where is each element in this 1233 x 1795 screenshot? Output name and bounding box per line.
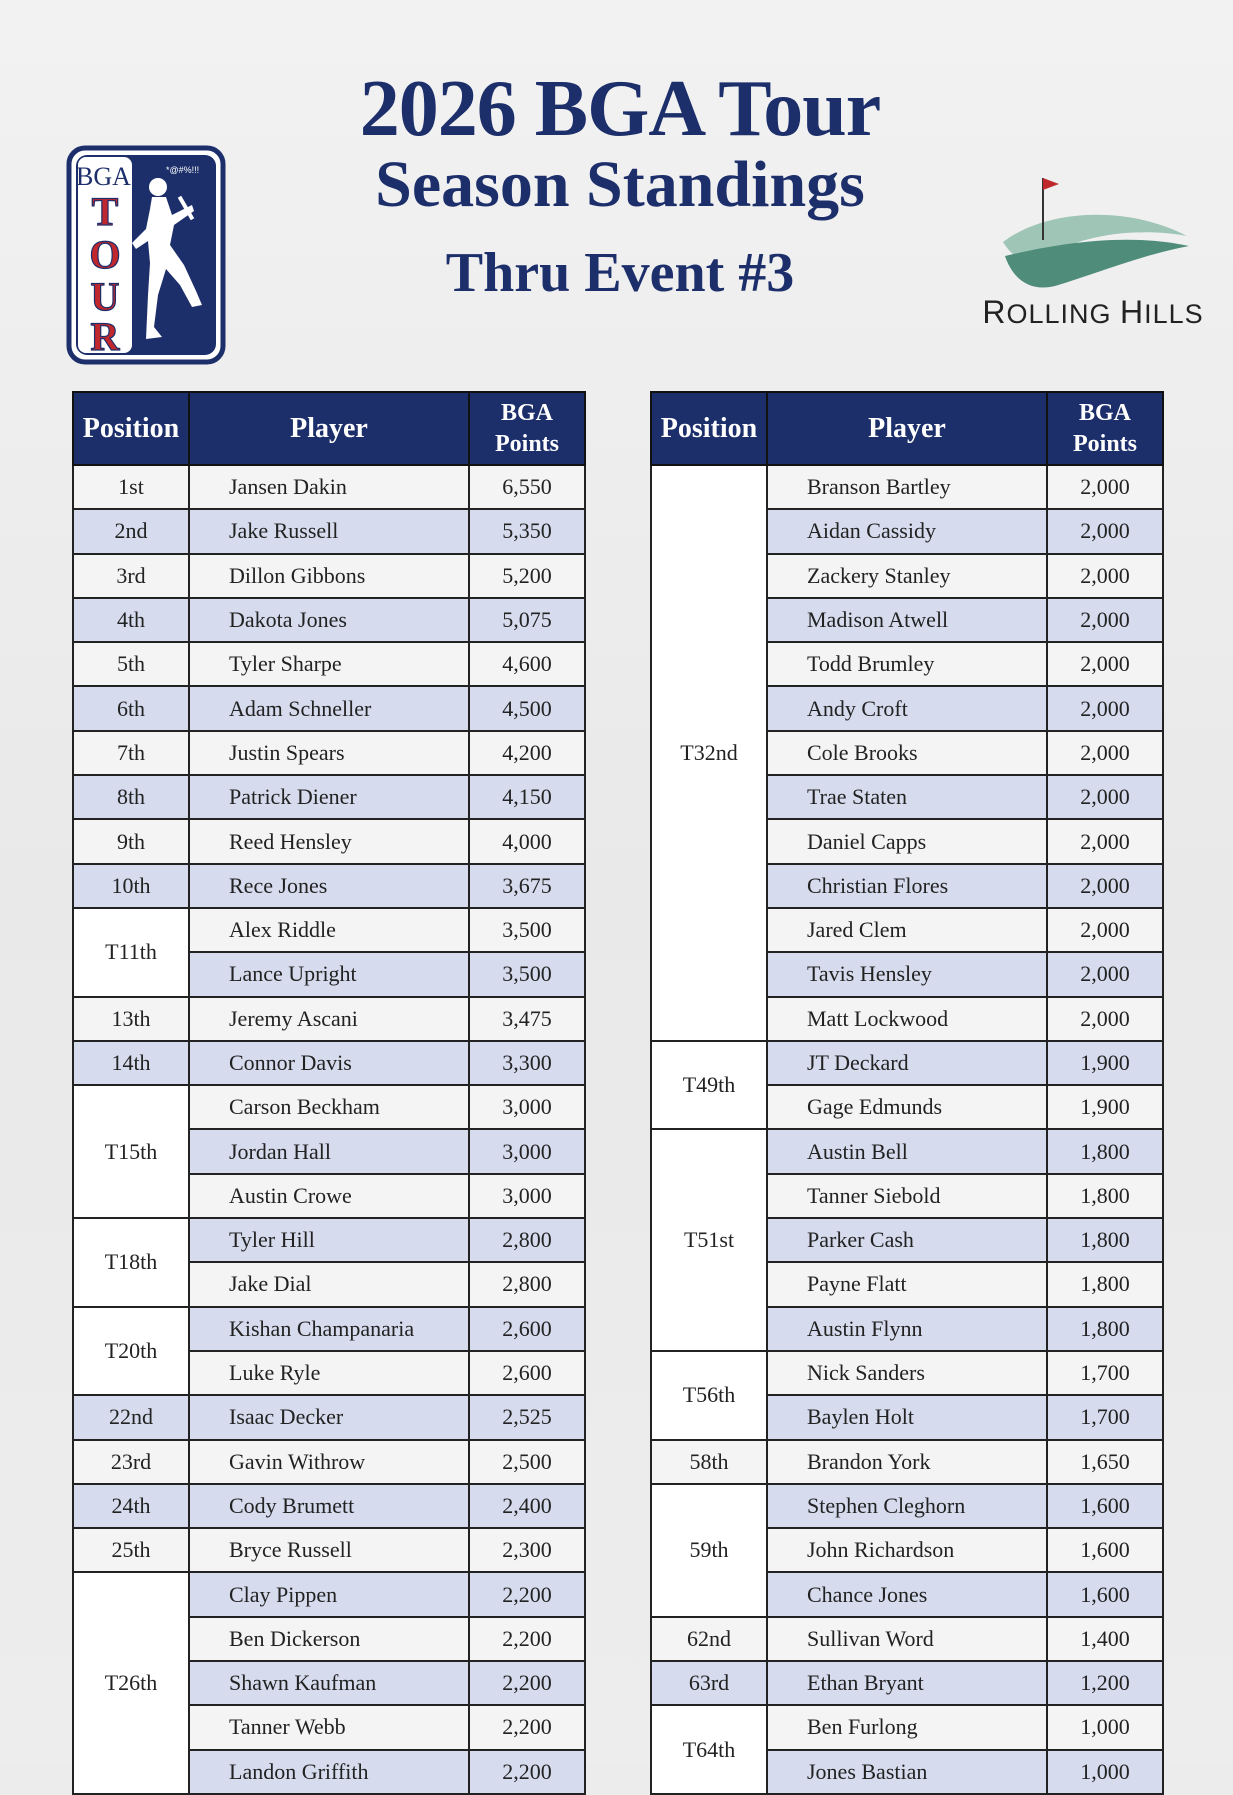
table-row xyxy=(73,1572,585,1616)
player-name-cell: Gage Edmunds xyxy=(767,1085,1047,1129)
player-name-cell: Parker Cash xyxy=(767,1218,1047,1262)
player-name-cell: Chance Jones xyxy=(767,1572,1047,1616)
table-row xyxy=(73,908,585,952)
player-name-cell: Jordan Hall xyxy=(189,1129,469,1173)
position-cell: 9th xyxy=(73,819,189,863)
points-cell: 3,000 xyxy=(469,1129,585,1173)
position-cell: T51st xyxy=(651,1129,767,1350)
points-cell: 1,800 xyxy=(1047,1218,1163,1262)
position-cell: T32nd xyxy=(651,465,767,1041)
table-row xyxy=(73,1528,585,1572)
player-name-cell: Nick Sanders xyxy=(767,1351,1047,1395)
position-cell: 22nd xyxy=(73,1395,189,1439)
header-position: Position xyxy=(651,392,767,465)
player-name-cell: Ben Furlong xyxy=(767,1705,1047,1749)
points-cell: 3,675 xyxy=(469,864,585,908)
position-cell: 1st xyxy=(73,465,189,509)
points-cell: 1,000 xyxy=(1047,1705,1163,1749)
points-cell: 2,600 xyxy=(469,1307,585,1351)
player-name-cell: Tyler Sharpe xyxy=(189,642,469,686)
title-season-standings: Season Standings xyxy=(375,148,865,221)
player-name-cell: John Richardson xyxy=(767,1528,1047,1572)
svg-text:T: T xyxy=(91,189,119,234)
position-cell: 3rd xyxy=(73,554,189,598)
player-name-cell: Connor Davis xyxy=(189,1041,469,1085)
player-name-cell: Zackery Stanley xyxy=(767,554,1047,598)
position-cell: T49th xyxy=(651,1041,767,1130)
points-cell: 1,800 xyxy=(1047,1129,1163,1173)
table-row xyxy=(73,1085,585,1129)
player-name-cell: Payne Flatt xyxy=(767,1262,1047,1306)
svg-text:BGA: BGA xyxy=(76,162,131,191)
position-cell: T11th xyxy=(73,908,189,997)
table-row xyxy=(73,1041,585,1085)
points-cell: 2,800 xyxy=(469,1218,585,1262)
title-year-tour: 2026 BGA Tour xyxy=(359,65,881,153)
points-cell: 3,475 xyxy=(469,997,585,1041)
svg-text:O: O xyxy=(89,232,121,277)
player-name-cell: Sullivan Word xyxy=(767,1617,1047,1661)
points-cell: 4,150 xyxy=(469,775,585,819)
table-row xyxy=(73,642,585,686)
table-row xyxy=(651,1041,1163,1085)
table-row xyxy=(651,1705,1163,1749)
points-cell: 2,200 xyxy=(469,1617,585,1661)
position-cell: 59th xyxy=(651,1484,767,1617)
player-name-cell: Ben Dickerson xyxy=(189,1617,469,1661)
player-name-cell: Matt Lockwood xyxy=(767,997,1047,1041)
player-name-cell: Christian Flores xyxy=(767,864,1047,908)
header-position: Position xyxy=(73,392,189,465)
points-cell: 1,800 xyxy=(1047,1174,1163,1218)
player-name-cell: Tyler Hill xyxy=(189,1218,469,1262)
header-player: Player xyxy=(189,392,469,465)
table-row xyxy=(73,1218,585,1262)
points-cell: 1,600 xyxy=(1047,1572,1163,1616)
points-cell: 1,900 xyxy=(1047,1085,1163,1129)
points-cell: 5,200 xyxy=(469,554,585,598)
points-cell: 1,600 xyxy=(1047,1528,1163,1572)
position-cell: 2nd xyxy=(73,509,189,553)
player-name-cell: Madison Atwell xyxy=(767,598,1047,642)
header-points: BGA Points xyxy=(1047,392,1163,465)
points-cell: 2,000 xyxy=(1047,819,1163,863)
golf-green-flag-icon xyxy=(1003,178,1189,288)
player-name-cell: Cole Brooks xyxy=(767,731,1047,775)
points-cell: 3,000 xyxy=(469,1174,585,1218)
position-cell: 8th xyxy=(73,775,189,819)
points-cell: 1,000 xyxy=(1047,1750,1163,1794)
table-row xyxy=(651,1661,1163,1705)
position-cell: T18th xyxy=(73,1218,189,1307)
player-name-cell: Dillon Gibbons xyxy=(189,554,469,598)
player-name-cell: Adam Schneller xyxy=(189,686,469,730)
standings-table-left xyxy=(72,391,586,1795)
player-name-cell: Rece Jones xyxy=(189,864,469,908)
points-cell: 2,200 xyxy=(469,1750,585,1794)
player-name-cell: Trae Staten xyxy=(767,775,1047,819)
table-header-row xyxy=(651,392,1163,465)
points-cell: 2,000 xyxy=(1047,598,1163,642)
position-cell: T15th xyxy=(73,1085,189,1218)
points-cell: 1,700 xyxy=(1047,1351,1163,1395)
title-thru-event: Thru Event #3 xyxy=(445,242,795,304)
position-cell: 4th xyxy=(73,598,189,642)
table-row xyxy=(73,509,585,553)
player-name-cell: Isaac Decker xyxy=(189,1395,469,1439)
player-name-cell: Landon Griffith xyxy=(189,1750,469,1794)
table-row xyxy=(651,1129,1163,1173)
table-row xyxy=(73,1307,585,1351)
svg-text:R: R xyxy=(90,314,120,359)
table-row xyxy=(73,997,585,1041)
points-cell: 2,000 xyxy=(1047,686,1163,730)
position-cell: T20th xyxy=(73,1307,189,1396)
points-cell: 4,200 xyxy=(469,731,585,775)
points-cell: 2,000 xyxy=(1047,775,1163,819)
player-name-cell: Austin Crowe xyxy=(189,1174,469,1218)
points-cell: 1,400 xyxy=(1047,1617,1163,1661)
table-row xyxy=(651,1484,1163,1528)
table-row xyxy=(651,1351,1163,1395)
header-player: Player xyxy=(767,392,1047,465)
player-name-cell: Baylen Holt xyxy=(767,1395,1047,1439)
player-name-cell: Branson Bartley xyxy=(767,465,1047,509)
position-cell: T64th xyxy=(651,1705,767,1794)
standings-table-right xyxy=(650,391,1164,1795)
svg-text:*@#%!!!: *@#%!!! xyxy=(166,165,200,175)
player-name-cell: Tanner Siebold xyxy=(767,1174,1047,1218)
table-row xyxy=(73,554,585,598)
table-row xyxy=(651,465,1163,509)
table-row xyxy=(73,598,585,642)
points-cell: 2,000 xyxy=(1047,731,1163,775)
player-name-cell: Patrick Diener xyxy=(189,775,469,819)
player-name-cell: Shawn Kaufman xyxy=(189,1661,469,1705)
player-name-cell: Austin Bell xyxy=(767,1129,1047,1173)
points-cell: 4,500 xyxy=(469,686,585,730)
player-name-cell: Jeremy Ascani xyxy=(189,997,469,1041)
points-cell: 3,500 xyxy=(469,908,585,952)
points-cell: 3,300 xyxy=(469,1041,585,1085)
points-cell: 5,350 xyxy=(469,509,585,553)
points-cell: 2,000 xyxy=(1047,908,1163,952)
points-cell: 2,000 xyxy=(1047,554,1163,598)
player-name-cell: Andy Croft xyxy=(767,686,1047,730)
table-row xyxy=(73,1395,585,1439)
player-name-cell: Tavis Hensley xyxy=(767,952,1047,996)
player-name-cell: Reed Hensley xyxy=(189,819,469,863)
table-row xyxy=(73,775,585,819)
points-cell: 6,550 xyxy=(469,465,585,509)
points-cell: 2,000 xyxy=(1047,952,1163,996)
player-name-cell: Kishan Champanaria xyxy=(189,1307,469,1351)
points-cell: 3,500 xyxy=(469,952,585,996)
points-cell: 2,200 xyxy=(469,1572,585,1616)
points-cell: 2,300 xyxy=(469,1528,585,1572)
player-name-cell: Clay Pippen xyxy=(189,1572,469,1616)
position-cell: 5th xyxy=(73,642,189,686)
points-cell: 4,600 xyxy=(469,642,585,686)
points-cell: 1,900 xyxy=(1047,1041,1163,1085)
points-cell: 1,650 xyxy=(1047,1440,1163,1484)
points-cell: 2,000 xyxy=(1047,509,1163,553)
player-name-cell: Ethan Bryant xyxy=(767,1661,1047,1705)
points-cell: 2,400 xyxy=(469,1484,585,1528)
player-name-cell: Jake Russell xyxy=(189,509,469,553)
player-name-cell: Stephen Cleghorn xyxy=(767,1484,1047,1528)
player-name-cell: Daniel Capps xyxy=(767,819,1047,863)
position-cell: 10th xyxy=(73,864,189,908)
player-name-cell: Bryce Russell xyxy=(189,1528,469,1572)
position-cell: 25th xyxy=(73,1528,189,1572)
bga-tour-logo xyxy=(66,145,226,365)
table-header-row xyxy=(73,392,585,465)
points-cell: 1,700 xyxy=(1047,1395,1163,1439)
player-name-cell: Carson Beckham xyxy=(189,1085,469,1129)
points-cell: 2,525 xyxy=(469,1395,585,1439)
table-row xyxy=(73,1440,585,1484)
position-cell: 58th xyxy=(651,1440,767,1484)
position-cell: 63rd xyxy=(651,1661,767,1705)
table-row xyxy=(73,731,585,775)
table-row xyxy=(73,819,585,863)
points-cell: 1,800 xyxy=(1047,1262,1163,1306)
table-row xyxy=(73,1484,585,1528)
player-name-cell: Alex Riddle xyxy=(189,908,469,952)
points-cell: 2,200 xyxy=(469,1705,585,1749)
position-cell: 62nd xyxy=(651,1617,767,1661)
player-name-cell: Brandon York xyxy=(767,1440,1047,1484)
points-cell: 1,200 xyxy=(1047,1661,1163,1705)
points-cell: 2,000 xyxy=(1047,465,1163,509)
player-name-cell: Austin Flynn xyxy=(767,1307,1047,1351)
points-cell: 5,075 xyxy=(469,598,585,642)
title-block xyxy=(300,66,940,304)
player-name-cell: Tanner Webb xyxy=(189,1705,469,1749)
player-name-cell: Cody Brumett xyxy=(189,1484,469,1528)
points-cell: 4,000 xyxy=(469,819,585,863)
position-cell: T56th xyxy=(651,1351,767,1440)
player-name-cell: Dakota Jones xyxy=(189,598,469,642)
rolling-hills-name: ROLLING HILLS xyxy=(982,294,1204,330)
points-cell: 2,500 xyxy=(469,1440,585,1484)
table-row xyxy=(651,1440,1163,1484)
position-cell: 7th xyxy=(73,731,189,775)
points-cell: 2,000 xyxy=(1047,642,1163,686)
points-cell: 2,200 xyxy=(469,1661,585,1705)
player-name-cell: Justin Spears xyxy=(189,731,469,775)
position-cell: 14th xyxy=(73,1041,189,1085)
player-name-cell: Aidan Cassidy xyxy=(767,509,1047,553)
position-cell: 23rd xyxy=(73,1440,189,1484)
table-row xyxy=(73,864,585,908)
svg-text:U: U xyxy=(90,274,120,319)
points-cell: 2,800 xyxy=(469,1262,585,1306)
position-cell: 13th xyxy=(73,997,189,1041)
player-name-cell: Jared Clem xyxy=(767,908,1047,952)
points-cell: 1,800 xyxy=(1047,1307,1163,1351)
table-row xyxy=(651,1617,1163,1661)
player-name-cell: Jansen Dakin xyxy=(189,465,469,509)
table-row xyxy=(73,465,585,509)
player-name-cell: Todd Brumley xyxy=(767,642,1047,686)
player-name-cell: Jones Bastian xyxy=(767,1750,1047,1794)
points-cell: 3,000 xyxy=(469,1085,585,1129)
position-cell: 6th xyxy=(73,686,189,730)
points-cell: 2,000 xyxy=(1047,864,1163,908)
points-cell: 2,600 xyxy=(469,1351,585,1395)
player-name-cell: Lance Upright xyxy=(189,952,469,996)
header-points: BGA Points xyxy=(469,392,585,465)
player-name-cell: Luke Ryle xyxy=(189,1351,469,1395)
position-cell: T26th xyxy=(73,1572,189,1793)
player-name-cell: Gavin Withrow xyxy=(189,1440,469,1484)
player-name-cell: Jake Dial xyxy=(189,1262,469,1306)
points-cell: 2,000 xyxy=(1047,997,1163,1041)
position-cell: 24th xyxy=(73,1484,189,1528)
points-cell: 1,600 xyxy=(1047,1484,1163,1528)
table-row xyxy=(73,686,585,730)
player-name-cell: JT Deckard xyxy=(767,1041,1047,1085)
